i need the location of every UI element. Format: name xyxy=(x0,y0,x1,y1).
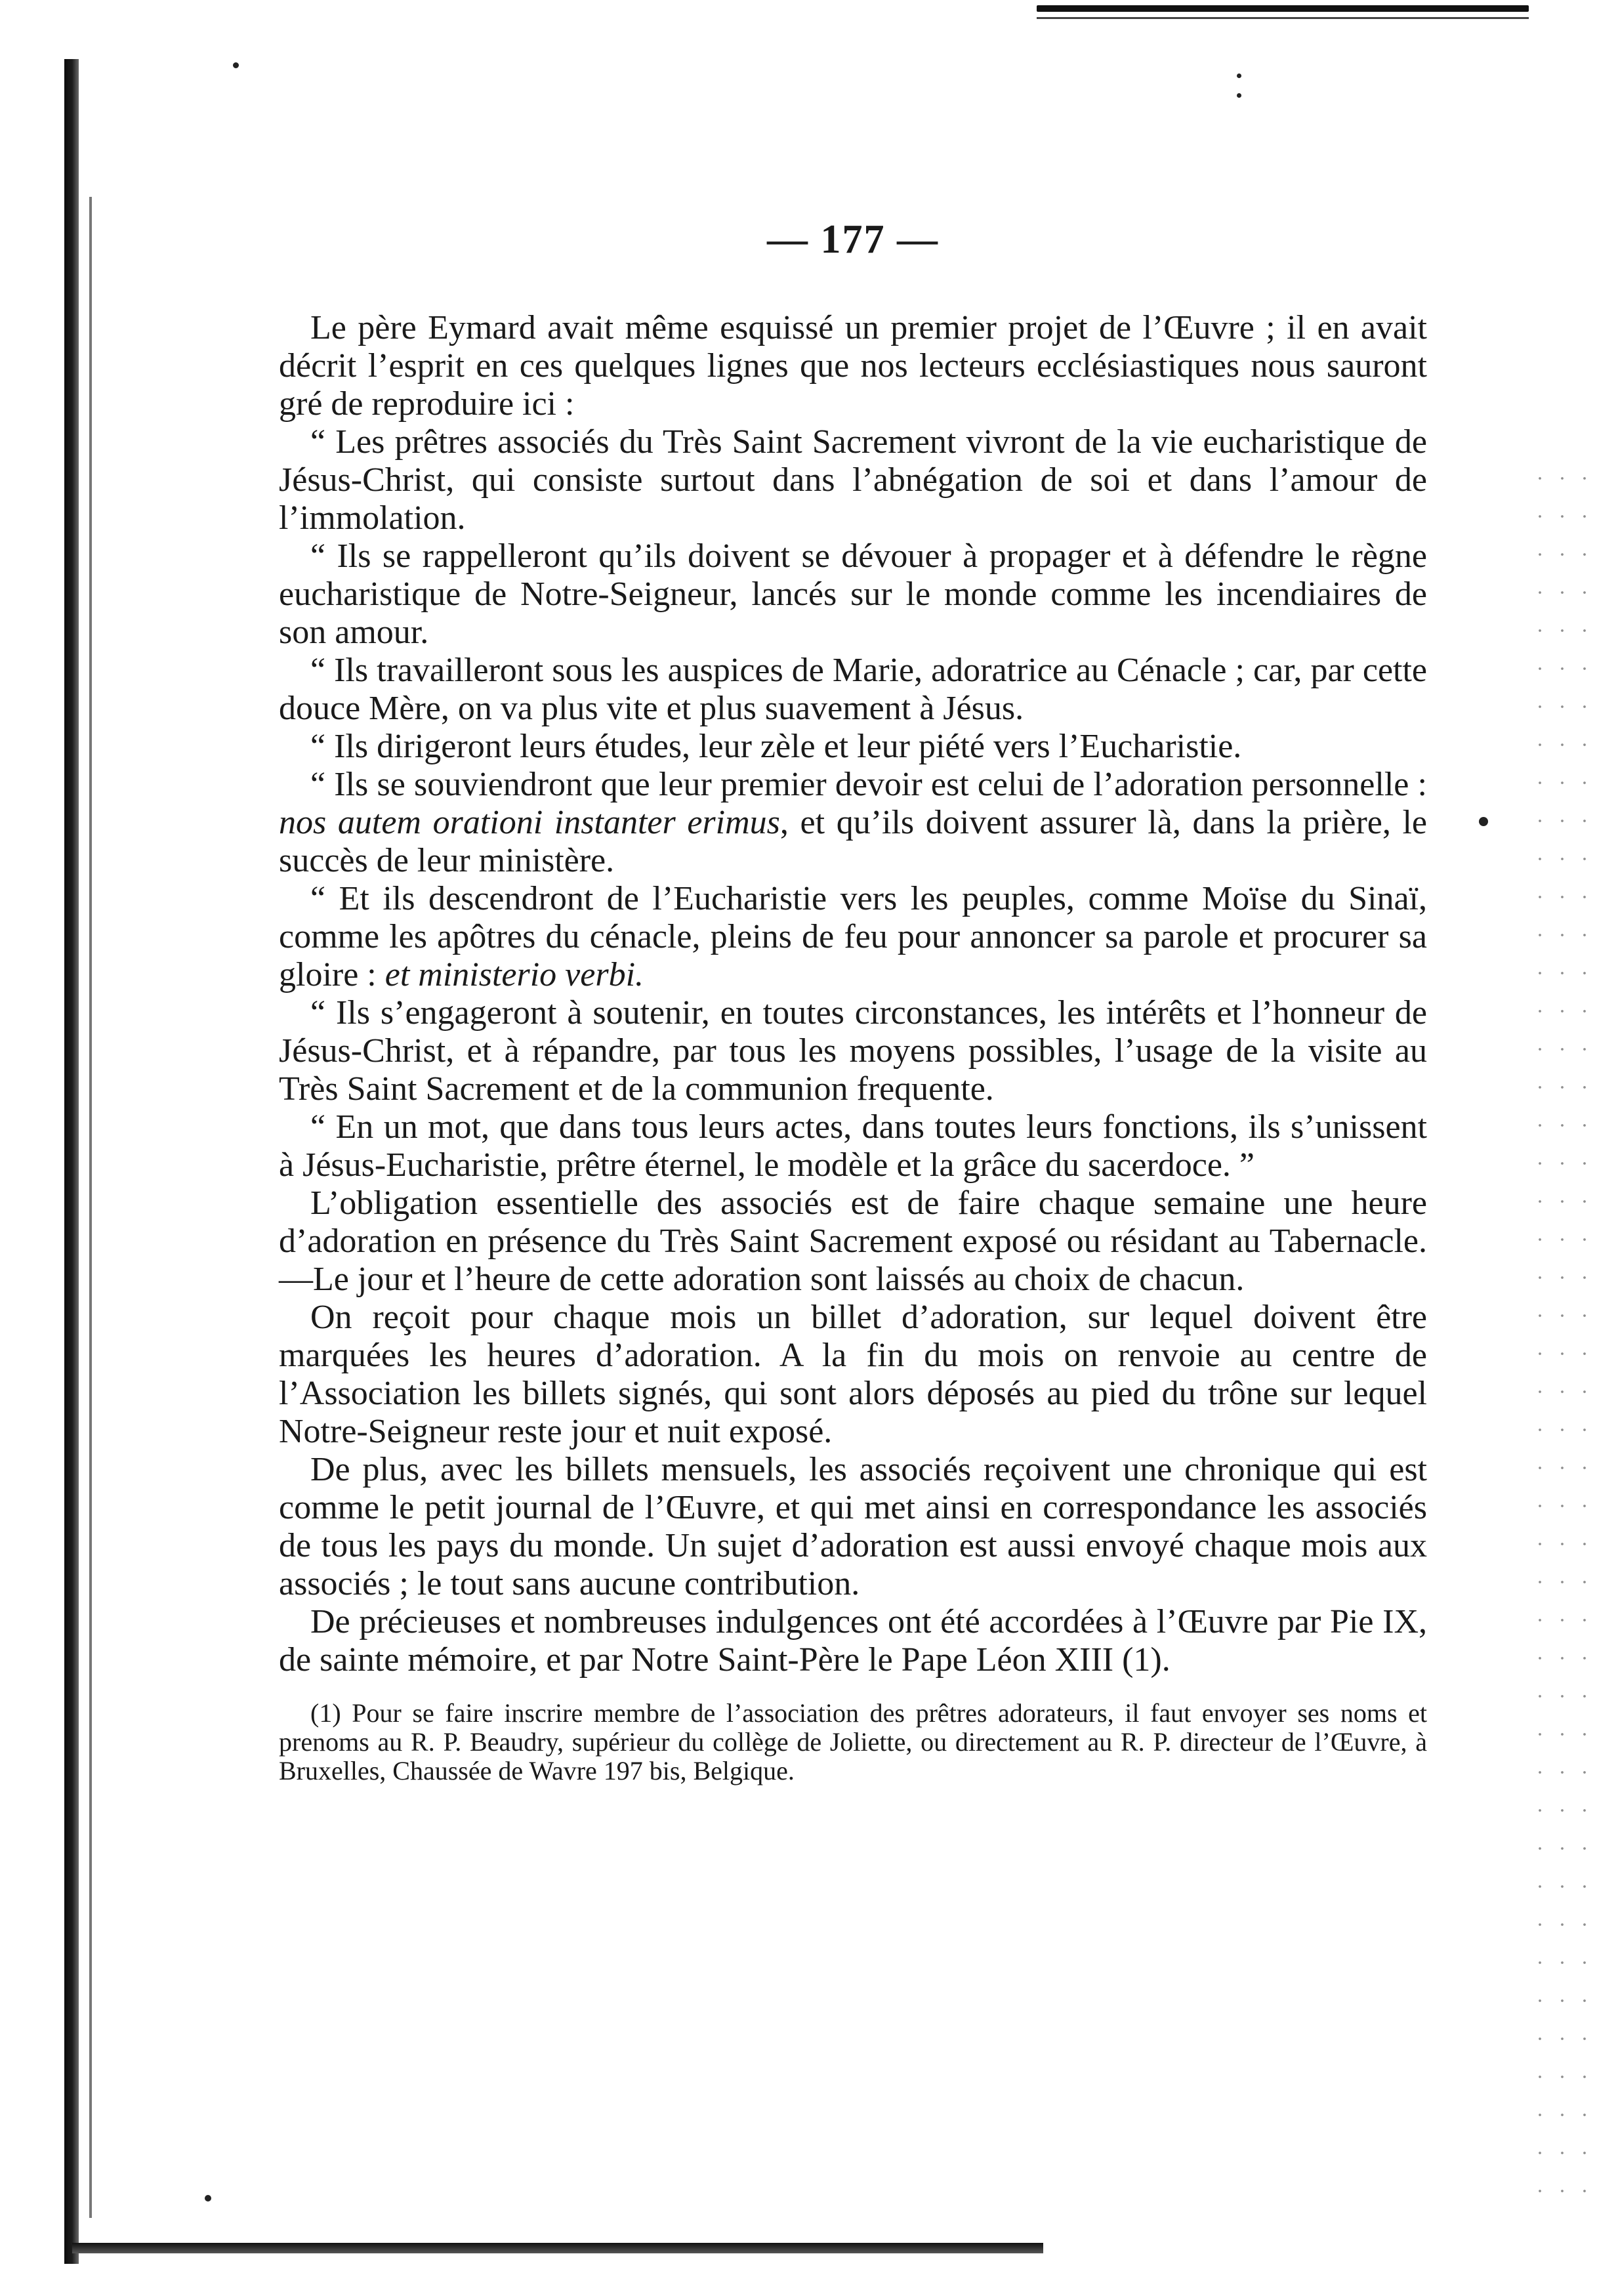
paragraph: On reçoit pour chaque mois un billet d’adoration, sur lequel doivent être marquées les heures d’adoration. A la fin du mois on renvoie au centre de l’Association les billets signés, qui sont alors déposés au pied du trône sur lequel Notre-Seigneur reste jour et nuit exposé. xyxy=(279,1299,1427,1450)
footnote-area xyxy=(279,1699,1427,1785)
paragraph: “ Ils dirigeront leurs études, leur zèle et leur piété vers l’Eucharistie. xyxy=(310,728,1242,765)
scan-speck xyxy=(205,2195,211,2202)
scan-noise-right xyxy=(1529,459,1601,2198)
scan-border-left xyxy=(64,59,79,2264)
paragraph: L’obligation essentielle des associés est de faire chaque semaine une heure d’adoration en présence du Très Saint Sacrement exposé ou résidant au Tabernacle.—Le jour et l’heure de cette adoration sont laissés au choix de chacun. xyxy=(279,1184,1427,1298)
scan-speck xyxy=(1479,817,1488,826)
scan-border-left-thin xyxy=(89,197,92,2218)
paragraph: “ En un mot, que dans tous leurs actes, dans toutes leurs fonctions, ils s’unissent à Jésus-Eucharistie, prêtre éternel, le modèle et la grâce du sacerdoce. ” xyxy=(279,1108,1427,1184)
paragraph-text: , et qu’ils doivent assurer là, dans la prière, le succès de leur ministère. xyxy=(279,804,1428,879)
paragraph-text: “ Ils se souviendront que leur premier devoir est celui de l’adoration personnelle : xyxy=(310,766,1427,803)
scan-speck xyxy=(1237,73,1241,78)
paragraph: “ Ils se rappelleront qu’ils doivent se dévouer à propager et à défendre le règne eucharistique de Notre-Seigneur, lancés sur le monde comme les incendiaires de son amour. xyxy=(279,537,1427,651)
scan-speck xyxy=(1237,93,1241,98)
scan-border-top xyxy=(1037,5,1529,12)
paragraph: De plus, avec les billets mensuels, les associés reçoivent une chronique qui est comme le petit journal de l’Œuvre, et qui met ainsi en correspondance les associés de tous les pays du monde. Un sujet d’adoration est aussi envoyé chaque mois aux associés ; le tout sans aucune contribution. xyxy=(279,1451,1427,1602)
paragraph: Le père Eymard avait même esquissé un premier projet de l’Œuvre ; il en avait décrit l’esprit en ces quelques lignes que nos lecteurs ecclésiastiques nous sauront gré de reproduire ici : xyxy=(279,309,1427,423)
latin-quote: nos autem orationi instanter erimus xyxy=(279,804,780,841)
scan-border-top-thin xyxy=(1037,17,1529,19)
footnote: (1) Pour se faire inscrire membre de l’association des prêtres adorateurs, il faut envoyer ses noms et prenoms au R. P. Beaudry, supérieur du collège de Joliette, ou directement au R. P. directeur de l’Œuvre, à Bruxelles, Chaussée de Wavre 197 bis, Belgique. xyxy=(279,1698,1427,1785)
paragraph: De précieuses et nombreuses indulgences ont été accordées à l’Œuvre par Pie IX, de sainte mémoire, et par Notre Saint-Père le Pape Léon XIII (1). xyxy=(279,1603,1427,1679)
paragraph: “ Ils s’engageront à soutenir, en toutes circonstances, les intérêts et l’honneur de Jésus-Christ, et à répandre, par tous les moyens possibles, l’usage de la visite au Très Saint Sacrement et de la communion frequente. xyxy=(279,994,1427,1108)
latin-quote: et ministerio verbi. xyxy=(384,956,644,993)
scan-speck xyxy=(233,62,239,68)
paragraph xyxy=(279,766,1427,880)
page-number: — 177 — xyxy=(767,217,939,262)
body-text xyxy=(279,309,1427,1679)
paragraph-text: “ Et ils descendront de l’Eucharistie vers les peuples, comme Moïse du Sinaï, comme les apôtres du cénacle, pleins de feu pour annoncer sa parole et procurer sa gloire : xyxy=(279,880,1427,993)
paragraph: “ Ils travailleront sous les auspices de Marie, adoratrice au Cénacle ; car, par cette douce Mère, on va plus vite et plus suavement à Jésus. xyxy=(279,652,1427,727)
paragraph: “ Les prêtres associés du Très Saint Sacrement vivront de la vie eucharistique de Jésus-Christ, qui consiste surtout dans l’abnégation de soi et dans l’amour de l’immolation. xyxy=(279,423,1427,537)
document-page xyxy=(279,217,1427,1785)
paragraph xyxy=(279,880,1427,994)
scan-border-bottom xyxy=(72,2243,1043,2253)
